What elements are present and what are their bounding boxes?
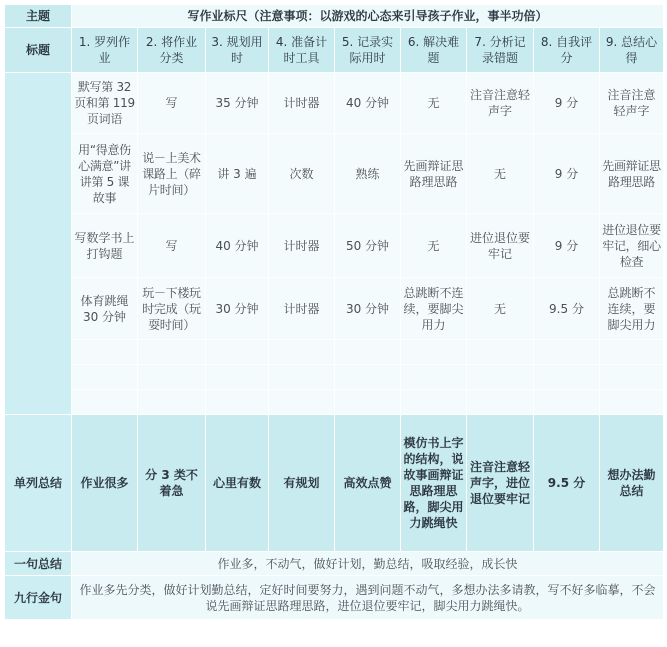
table-row — [5, 73, 664, 134]
nine-line-value: 作业多先分类，做好计划勤总结，定好时间要努力，遇到问题不动气，多想办法多请教，写不好多临摹，不会说先画辩证思路理思路，进位退位要牢记，脚尖用力跳绳快。 — [72, 576, 664, 620]
homework-table — [4, 4, 664, 620]
row-4-col-1: 体育跳绳 30 分钟 — [72, 278, 138, 340]
row-1-col-5: 40 分钟 — [335, 73, 401, 134]
row-2-col-1: 用“得意伤心满意”讲讲第 5 课故事 — [72, 134, 138, 214]
column-header-6: 6. 解决难题 — [401, 28, 467, 73]
table-row — [5, 278, 664, 340]
row-1-col-6: 无 — [401, 73, 467, 134]
row-1-col-1: 默写第 32 页和第 119 页词语 — [72, 73, 138, 134]
column-header-3: 3. 规划用时 — [206, 28, 269, 73]
empty-row — [5, 365, 664, 390]
row-2-col-9: 先画辩证思路理思路 — [600, 134, 664, 214]
row-2-col-5: 熟练 — [335, 134, 401, 214]
row-2-col-3: 讲 3 遍 — [206, 134, 269, 214]
row-2-col-2: 说－上美术课路上（碎片时间） — [138, 134, 206, 214]
row-4-col-5: 30 分钟 — [335, 278, 401, 340]
table-row — [5, 134, 664, 214]
row-1-col-8: 9 分 — [534, 73, 600, 134]
one-sentence-row — [5, 552, 664, 576]
summary-col-9: 想办法勤总结 — [600, 415, 664, 552]
row-3-col-9: 进位退位要牢记，细心检查 — [600, 214, 664, 278]
row-group-blank — [5, 73, 72, 415]
row-4-col-2: 玩－下楼玩时完成（玩耍时间） — [138, 278, 206, 340]
row-2-col-4: 次数 — [269, 134, 335, 214]
row-3-col-3: 40 分钟 — [206, 214, 269, 278]
summary-row — [5, 415, 664, 552]
row-1-col-4: 计时器 — [269, 73, 335, 134]
row-3-col-1: 写数学书上打钩题 — [72, 214, 138, 278]
row-3-col-2: 写 — [138, 214, 206, 278]
summary-col-2: 分 3 类不着急 — [138, 415, 206, 552]
row-2-col-6: 先画辩证思路理思路 — [401, 134, 467, 214]
row-2-col-7: 无 — [467, 134, 534, 214]
column-header-2: 2. 将作业分类 — [138, 28, 206, 73]
summary-col-7: 注音注意轻声字，进位退位要牢记 — [467, 415, 534, 552]
theme-value: 写作业标尺（注意事项：以游戏的心态来引导孩子作业，事半功倍） — [72, 5, 664, 28]
summary-label: 单列总结 — [5, 415, 72, 552]
one-sentence-label: 一句总结 — [5, 552, 72, 576]
summary-col-3: 心里有数 — [206, 415, 269, 552]
column-header-row — [5, 28, 664, 73]
column-header-9: 9. 总结心得 — [600, 28, 664, 73]
row-4-col-8: 9.5 分 — [534, 278, 600, 340]
row-3-col-5: 50 分钟 — [335, 214, 401, 278]
table-row — [5, 214, 664, 278]
row-3-col-6: 无 — [401, 214, 467, 278]
row-3-col-8: 9 分 — [534, 214, 600, 278]
empty-row — [5, 390, 664, 415]
summary-col-6: 模仿书上字的结构，说故事画辩证思路理思路，脚尖用力跳绳快 — [401, 415, 467, 552]
row-4-col-6: 总跳断不连续，要脚尖用力 — [401, 278, 467, 340]
summary-col-4: 有规划 — [269, 415, 335, 552]
row-2-col-8: 9 分 — [534, 134, 600, 214]
column-header-4: 4. 准备计时工具 — [269, 28, 335, 73]
row-3-col-4: 计时器 — [269, 214, 335, 278]
row-1-col-3: 35 分钟 — [206, 73, 269, 134]
row-1-col-7: 注音注意轻声字 — [467, 73, 534, 134]
column-header-8: 8. 自我评分 — [534, 28, 600, 73]
empty-row — [5, 340, 664, 365]
row-4-col-3: 30 分钟 — [206, 278, 269, 340]
column-header-5: 5. 记录实际用时 — [335, 28, 401, 73]
nine-line-row — [5, 576, 664, 620]
row-4-col-7: 无 — [467, 278, 534, 340]
row-1-col-9: 注音注意轻声字 — [600, 73, 664, 134]
column-header-7: 7. 分析记录错题 — [467, 28, 534, 73]
nine-line-label: 九行金句 — [5, 576, 72, 620]
summary-col-8: 9.5 分 — [534, 415, 600, 552]
summary-col-1: 作业很多 — [72, 415, 138, 552]
row-4-col-4: 计时器 — [269, 278, 335, 340]
column-header-label: 标题 — [5, 28, 72, 73]
one-sentence-value: 作业多，不动气，做好计划，勤总结，吸取经验，成长快 — [72, 552, 664, 576]
row-1-col-2: 写 — [138, 73, 206, 134]
theme-row — [5, 5, 664, 28]
row-3-col-7: 进位退位要牢记 — [467, 214, 534, 278]
row-4-col-9: 总跳断不连续，要脚尖用力 — [600, 278, 664, 340]
summary-col-5: 高效点赞 — [335, 415, 401, 552]
theme-label: 主题 — [5, 5, 72, 28]
column-header-1: 1. 罗列作业 — [72, 28, 138, 73]
